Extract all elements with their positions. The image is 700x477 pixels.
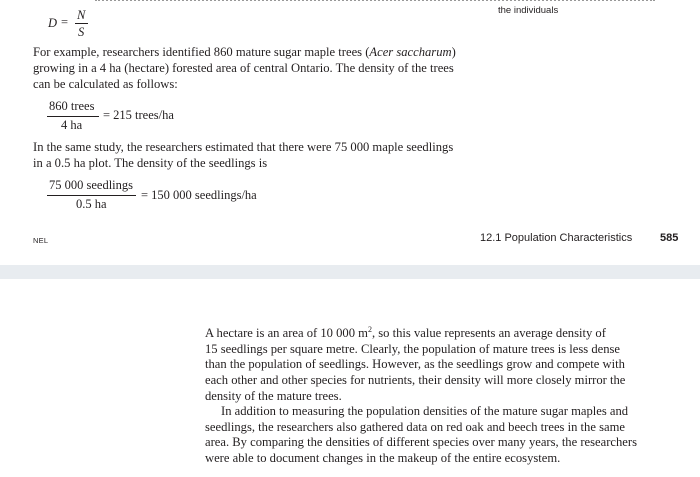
formula-equals: = <box>61 15 69 29</box>
paragraph-line: 15 seedlings per square metre. Clearly, the population of mature trees is less dense <box>205 341 621 356</box>
paragraph-line: can be calculated as follows: <box>33 77 178 91</box>
paragraph-line: each other and other species for nutrients, their density will more closely mirror the <box>205 372 626 387</box>
calc2-fraction-bar <box>47 195 136 196</box>
publisher-mark: NEL <box>33 236 49 245</box>
species-name: Acer saccharum <box>369 45 452 59</box>
superscript: 2 <box>367 325 372 334</box>
formula-lhs: D <box>48 16 58 30</box>
textbook-page-586 <box>0 279 700 477</box>
paragraph-line: in a 0.5 ha plot. The density of the seedlings is <box>33 156 268 170</box>
paragraph-line: A hectare is an area of 10 000 $m^2$, so this value represents an average density of <box>205 325 606 341</box>
paragraph-line: seedlings, the researchers also gathered data on red oak and beech trees in the same <box>205 419 625 434</box>
formula-numerator: N <box>77 8 86 22</box>
paragraph-line: In addition to measuring the population densities of the mature sugar maples and <box>221 404 629 419</box>
paragraph-line: In the same study, the researchers estimated that there were 75 000 maple seedlings <box>33 140 454 154</box>
formula-fraction-bar <box>75 23 88 24</box>
page-number: 585 <box>660 232 679 244</box>
paragraph-seedling-study <box>33 139 453 171</box>
paragraph-line: density of the mature trees. <box>205 388 342 403</box>
calc1-fraction-bar <box>47 116 99 117</box>
paragraph-line: For example, researchers identified 860 mature sugar maple trees (Acer saccharum) <box>33 45 456 59</box>
paragraph-hectare <box>205 322 648 467</box>
calc2-result: = 150 000 seedlings/ha <box>141 188 257 202</box>
paragraph-line: growing in a 4 ha (hectare) forested area of central Ontario. The density of the trees <box>33 61 454 75</box>
formula-denominator: S <box>78 25 85 39</box>
calc2-numerator: 75 000 seedlings <box>49 178 134 192</box>
calc1-result: = 215 trees/ha <box>103 108 174 122</box>
clipped-text-fragment <box>95 0 655 2</box>
margin-note: the individuals <box>498 5 559 16</box>
calc1-denominator: 4 ha <box>61 118 83 132</box>
paragraph-line: were able to document changes in the makeup of the entire ecosystem. <box>205 450 561 465</box>
calc1-numerator: 860 trees <box>49 99 95 113</box>
paragraph-line: than the population of seedlings. However, as the seedlings grow and compete with <box>205 357 625 372</box>
paragraph-density-example <box>33 44 456 92</box>
section-title: 12.1 Population Characteristics <box>480 232 633 244</box>
calc2-denominator: 0.5 ha <box>76 197 107 211</box>
paragraph-line: area. By comparing the densities of different species over many years, the researchers <box>205 435 637 450</box>
